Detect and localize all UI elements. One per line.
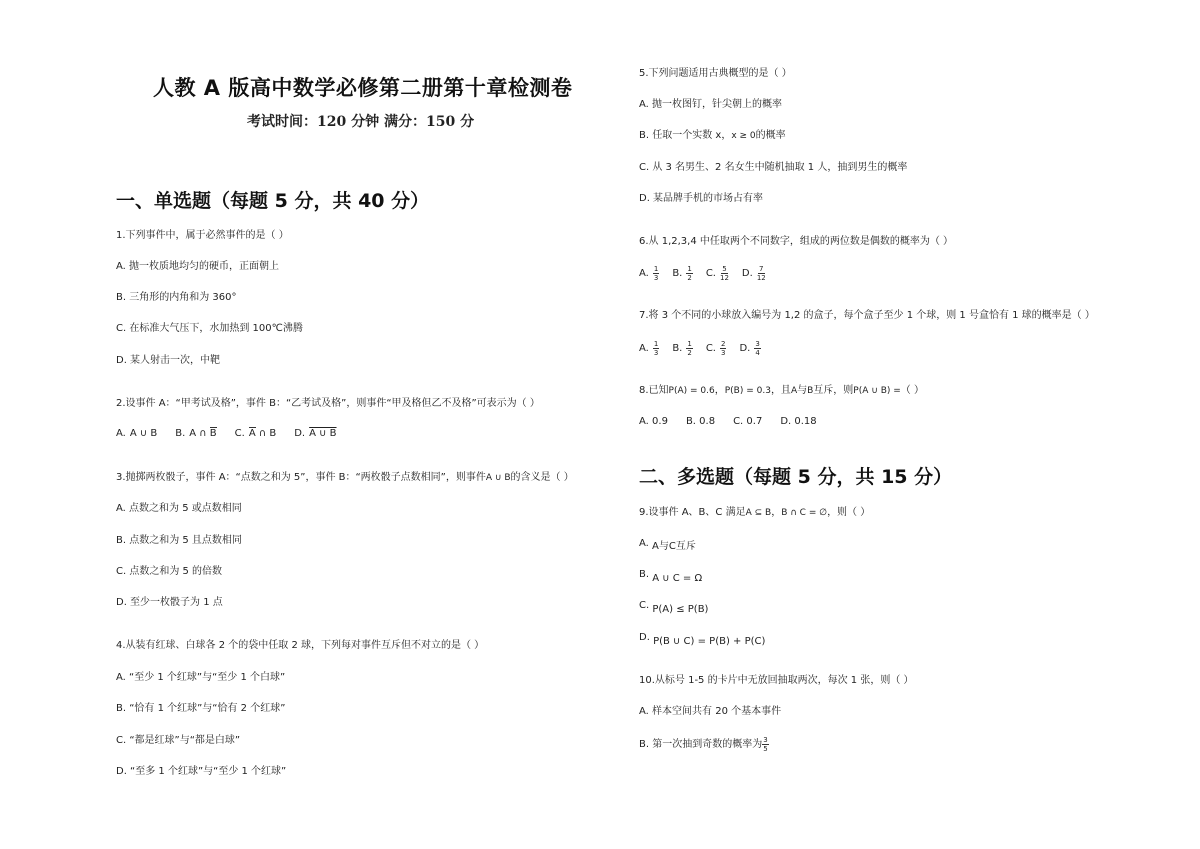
expression-text: A ∩ B (248, 428, 277, 439)
condition-disjoint: B ∩ C = ∅ (781, 508, 828, 518)
stem-text: 互斥，则 (813, 385, 854, 396)
fraction-denominator: 2 (687, 274, 692, 282)
stem-text: ， (714, 385, 725, 396)
stem-text: 与 (797, 385, 808, 396)
option-label: A. (116, 428, 126, 439)
question-6-option-a (639, 265, 659, 282)
fraction (720, 340, 726, 357)
prob-b: P(B) = 0.3 (724, 386, 771, 396)
fraction (686, 265, 692, 282)
fraction (762, 736, 768, 753)
stem-text: ， (771, 507, 782, 518)
question-8-option-c: C. 0.7 (733, 416, 763, 427)
question-8-option-a: A. 0.9 (639, 416, 668, 427)
set-expression: A ∪ B (129, 428, 158, 439)
option-math: P(A) ≤ P(B) (652, 604, 709, 615)
option-label: C. (705, 342, 716, 354)
set-expression-complement-b (189, 428, 216, 440)
option-math: x ≥ 0 (731, 131, 756, 141)
question-3-option-d: D. 至少一枚骰子为 1 点 (116, 597, 223, 608)
question-3-option-a: A. 点数之和为 5 或点数相同 (116, 503, 242, 514)
option-text: 的概率 (755, 130, 786, 141)
question-3-option-b: B. 点数之和为 5 且点数相同 (116, 535, 242, 546)
question-9-stem (639, 507, 870, 519)
question-8-stem (639, 385, 924, 397)
question-6-option-c (706, 265, 729, 282)
stem-text: （ ） (900, 385, 924, 396)
fraction-denominator: 3 (653, 349, 659, 357)
question-3-stem (116, 472, 574, 484)
option-text: B. 任取一个实数 x， (639, 130, 732, 141)
option-label: B. (672, 342, 683, 354)
fraction-denominator: 5 (763, 745, 768, 753)
question-10-option-a: A. 样本空间共有 20 个基本事件 (639, 706, 782, 717)
question-1-option-c: C. 在标准大气压下，水加热到 100℃沸腾 (116, 323, 303, 334)
section-heading-multiple-choice: 二、多选题（每题 5 分，共 15 分） (639, 466, 953, 488)
question-9-option-d (639, 632, 766, 647)
question-6-option-b (672, 265, 693, 282)
option-label: C. (234, 428, 245, 439)
question-4-option-c: C. “都是红球”与“都是白球” (116, 735, 241, 746)
fraction (757, 265, 766, 282)
fraction-denominator: 3 (721, 349, 726, 357)
fraction-numerator: 1 (653, 265, 659, 273)
option-math: C (668, 541, 676, 552)
stem-text: ，则（ ） (827, 507, 871, 518)
option-math: A (652, 541, 659, 552)
question-3-option-c: C. 点数之和为 5 的倍数 (116, 566, 223, 577)
question-8-option-b: B. 0.8 (685, 416, 716, 427)
expression-text: A ∩ B (189, 428, 217, 439)
question-9-option-b (639, 569, 703, 584)
question-5-stem: 5.下列问题适用古典概型的是（ ） (639, 68, 792, 79)
stem-math: A ∪ B (485, 473, 511, 483)
exam-info: 考试时间：120 分钟 满分：150 分 (247, 114, 475, 130)
prob-a: P(A) = 0.6 (668, 386, 715, 396)
question-6-option-d (742, 265, 766, 282)
stem-text: ，且 (770, 385, 791, 396)
question-4-option-b: B. “恰有 1 个红球”与“恰有 2 个红球” (116, 703, 286, 714)
fraction-numerator: 1 (687, 265, 692, 273)
option-label: B. (639, 569, 650, 580)
prob-union: P(A ∪ B) = (853, 386, 901, 396)
fraction (686, 340, 692, 357)
option-label: D. (639, 632, 650, 643)
question-2-stem: 2.设事件 A：“甲考试及格”，事件 B：“乙考试及格”，则事件“甲及格但乙不及格”可表示为（ ） (116, 398, 540, 409)
overline-mark (249, 427, 256, 428)
fraction-denominator: 12 (756, 274, 766, 282)
fraction-denominator: 3 (653, 274, 659, 282)
fraction-numerator: 7 (759, 265, 764, 273)
fraction-numerator: 5 (722, 265, 727, 273)
option-label: A. (639, 538, 649, 549)
option-label: B. (175, 428, 186, 439)
fraction-numerator: 1 (653, 340, 659, 348)
question-1-stem: 1.下列事件中，属于必然事件的是（ ） (116, 230, 289, 241)
fraction-denominator: 12 (720, 274, 729, 282)
question-4-stem: 4.从装有红球、白球各 2 个的袋中任取 2 球，下列每对事件互斥但不对立的是（ ） (116, 640, 485, 651)
question-6-stem: 6.从 1,2,3,4 中任取两个不同数字，组成的两位数是偶数的概率为（ ） (639, 236, 954, 247)
question-10-option-b (639, 736, 769, 753)
question-8-options (639, 416, 817, 428)
question-10-stem: 10.从标号 1-5 的卡片中无放回抽取两次，每次 1 张，则（ ） (639, 675, 914, 686)
fraction (653, 340, 659, 357)
question-1-option-b: B. 三角形的内角和为 360° (116, 292, 237, 303)
option-label: A. (639, 267, 649, 279)
question-5-option-a: A. 抛一枚图钉，针尖朝上的概率 (639, 99, 783, 110)
option-label: D. (741, 267, 753, 279)
overline-mark (210, 427, 217, 428)
fraction (720, 265, 729, 282)
option-text: 与 (658, 541, 669, 552)
question-4-option-d: D. “至多 1 个红球”与“至少 1 个红球” (116, 766, 287, 777)
question-2-options (116, 428, 337, 440)
question-7-option-d (739, 340, 760, 357)
question-7-option-b (672, 340, 693, 357)
question-4-option-a: A. “至少 1 个红球”与“至少 1 个白球” (116, 672, 286, 683)
question-5-option-b (639, 130, 786, 142)
event-b: B (807, 386, 814, 396)
option-math: P(B ∪ C) = P(B) + P(C) (653, 636, 766, 647)
question-2-option-b (175, 428, 216, 440)
fraction-denominator: 4 (755, 349, 760, 357)
question-7-stem: 7.将 3 个不同的小球放入编号为 1,2 的盒子，每个盒子至少 1 个球，则 1 号盒恰有 1 球的概率是（ ） (639, 310, 1095, 321)
set-expression-complement-union: A ∪ B (309, 428, 337, 439)
page-title: 人教 A 版高中数学必修第二册第十章检测卷 (153, 76, 573, 100)
condition-subset: A ⊆ B (745, 508, 772, 518)
stem-text: 的含义是（ ） (510, 472, 574, 483)
option-label: B. (672, 267, 683, 279)
question-1-option-a: A. 抛一枚质地均匀的硬币，正面朝上 (116, 261, 280, 272)
set-expression-complement-a (249, 428, 276, 440)
fraction-numerator: 3 (755, 340, 760, 348)
fraction-numerator: 1 (687, 340, 692, 348)
event-a: A (790, 386, 798, 396)
question-7-option-a (639, 340, 659, 357)
fraction-numerator: 3 (763, 736, 768, 744)
option-text: B. 第一次抽到奇数的概率为 (639, 738, 763, 750)
fraction-denominator: 2 (687, 349, 692, 357)
fraction (653, 265, 659, 282)
fraction (754, 340, 760, 357)
stem-text: 3.抛掷两枚骰子，事件 A：“点数之和为 5”，事件 B：“两枚骰子点数相同”，则事件 (116, 472, 486, 483)
option-text: 互斥 (675, 541, 696, 552)
option-label: D. (739, 342, 751, 354)
question-2-option-c (235, 428, 277, 440)
question-5-option-c: C. 从 3 名男生、2 名女生中随机抽取 1 人，抽到男生的概率 (639, 162, 908, 173)
option-label: C. (705, 267, 716, 279)
question-1-option-d: D. 某人射击一次，中靶 (116, 355, 221, 366)
question-6-options (639, 265, 766, 282)
option-label: D. (294, 428, 306, 439)
stem-text: 8.已知 (639, 385, 669, 396)
section-heading-single-choice: 一、单选题（每题 5 分，共 40 分） (116, 190, 430, 212)
question-9-option-a (639, 538, 696, 550)
option-math: A ∪ C = Ω (652, 573, 703, 584)
fraction-numerator: 2 (721, 340, 726, 348)
option-label: A. (639, 342, 649, 354)
question-7-option-c (706, 340, 727, 357)
question-5-option-d: D. 某品牌手机的市场占有率 (639, 193, 764, 204)
question-2-option-a (116, 428, 157, 440)
question-8-option-d: D. 0.18 (780, 416, 817, 427)
question-9-option-c (639, 600, 709, 615)
stem-text: 9.设事件 A、B、C 满足 (639, 507, 746, 518)
question-2-option-d (294, 428, 336, 440)
option-label: C. (639, 600, 650, 611)
question-7-options (639, 340, 761, 357)
